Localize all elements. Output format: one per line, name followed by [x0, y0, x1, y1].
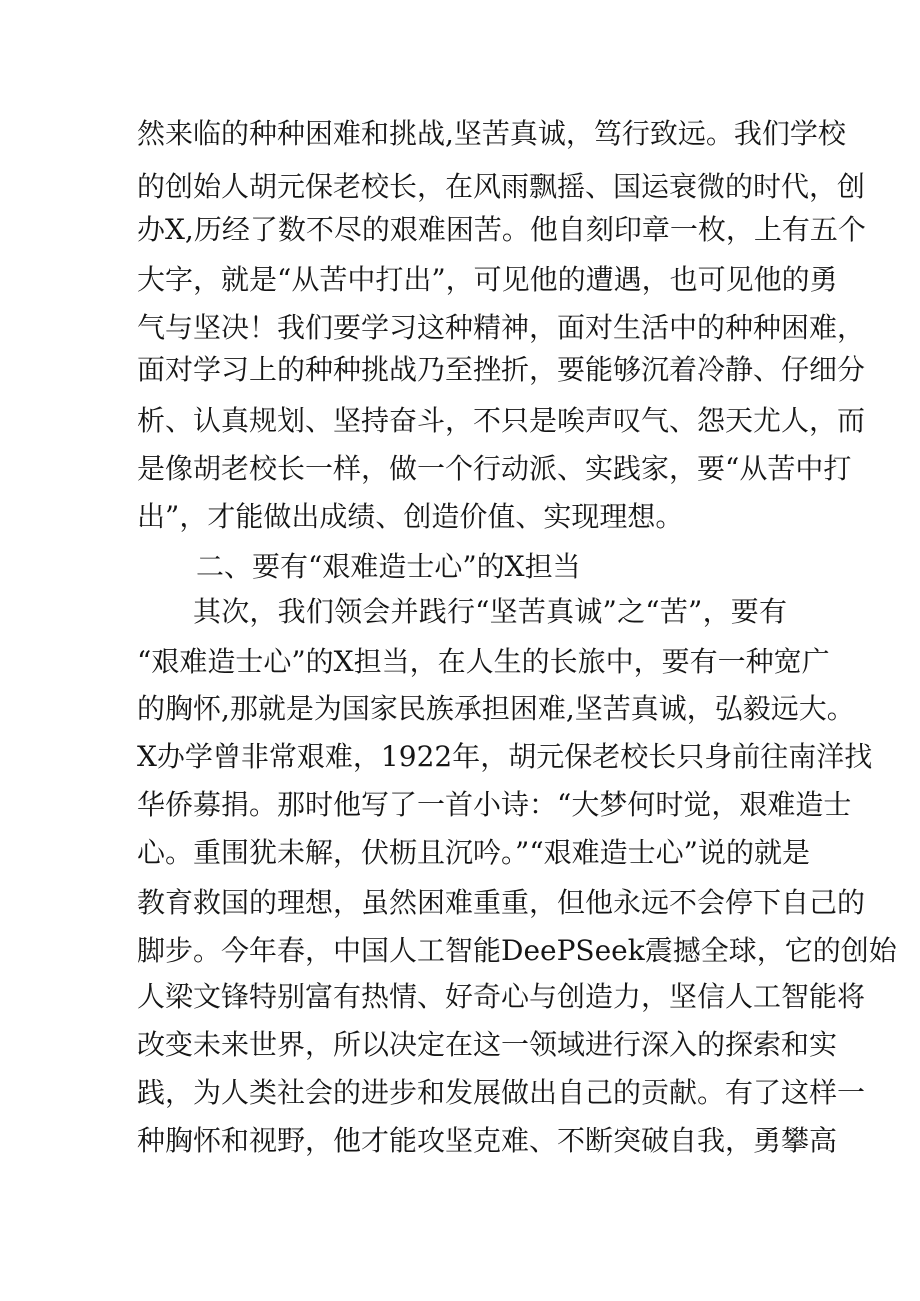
paragraph-line: 面对学习上的种种挑战乃至挫折，要能够沉着冷静、仔细分	[137, 353, 866, 386]
paragraph-line: 是像胡老校长一样，做一个行动派、实践家，要“从苦中打	[137, 452, 852, 485]
paragraph-line: 脚步。今年春，中国人工智能DeePSeek震撼全球，它的创始	[137, 934, 897, 967]
paragraph-line: 办X,历经了数不尽的艰难困苦。他自刻印章一枚，上有五个	[137, 213, 866, 246]
paragraph-line: 华侨募捐。那时他写了一首小诗：“大梦何时觉，艰难造士	[137, 788, 852, 821]
paragraph-line: 大字，就是“从苦中打出”，可见他的遭遇，也可见他的勇	[137, 263, 838, 296]
paragraph-line: 其次，我们领会并践行“坚苦真诚”之“苦”，要有	[193, 595, 787, 628]
paragraph-line: 析、认真规划、坚持奋斗，不只是唉声叹气、怨天尤人，而	[137, 404, 866, 437]
paragraph-line: 出”，才能做出成绩、创造价值、实现理想。	[137, 500, 684, 533]
paragraph-line: 践，为人类社会的进步和发展做出自己的贡献。有了这样一	[137, 1076, 866, 1109]
paragraph-line: 人梁文锋特别富有热情、好奇心与创造力，坚信人工智能将	[137, 980, 866, 1013]
paragraph-line: 心。重围犹未解，伏枥且沉吟。”“艰难造士心”说的就是	[137, 836, 810, 869]
paragraph-line: 气与坚决！我们要学习这种精神，面对生活中的种种困难，	[137, 311, 866, 344]
paragraph-line: 种胸怀和视野，他才能攻坚克难、不断突破自我，勇攀高	[137, 1124, 838, 1157]
section-heading: 二、要有“艰难造士心”的X担当	[196, 550, 581, 583]
paragraph-line: 教育救国的理想，虽然困难重重，但他永远不会停下自己的	[137, 886, 866, 919]
paragraph-line: 的创始人胡元保老校长，在风雨飘摇、国运衰微的时代，创	[137, 170, 866, 203]
paragraph-line: “艰难造士心”的X担当，在人生的长旅中，要有一种宽广	[137, 645, 830, 678]
paragraph-line: X办学曾非常艰难，1922年，胡元保老校长只身前往南洋找	[137, 740, 873, 773]
paragraph-line: 改变未来世界，所以决定在这一领域进行深入的探索和实	[137, 1028, 838, 1061]
paragraph-line: 的胸怀,那就是为国家民族承担困难,坚苦真诚，弘毅远大。	[137, 692, 855, 725]
paragraph-line: 然来临的种种困难和挑战,坚苦真诚，笃行致远。我们学校	[137, 117, 846, 150]
